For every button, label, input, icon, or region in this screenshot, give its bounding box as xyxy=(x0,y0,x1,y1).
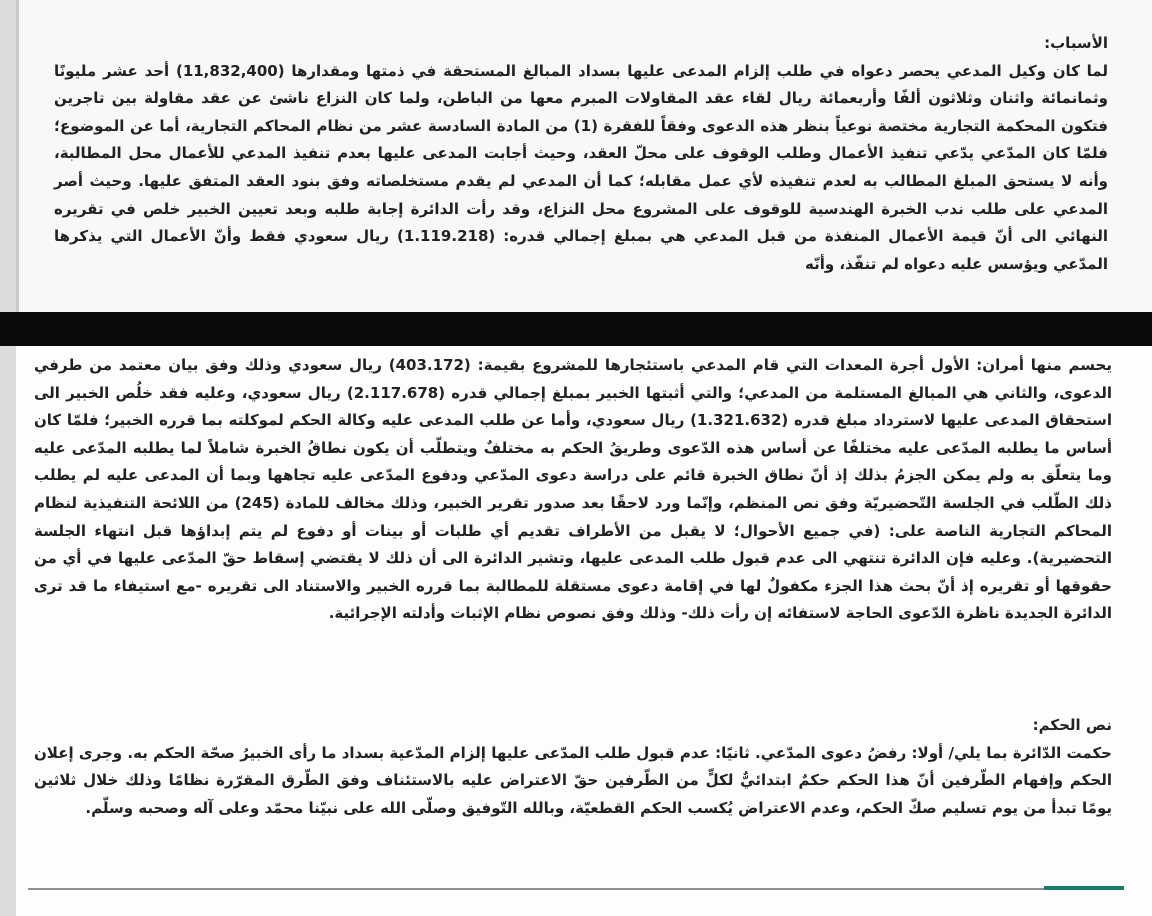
verdict-heading: نص الحكم: xyxy=(1032,716,1112,734)
panel-edge xyxy=(16,0,19,312)
footer-divider xyxy=(28,888,1124,890)
page-gap-band xyxy=(0,312,1152,346)
reasons-heading: الأسباب: xyxy=(1044,34,1108,52)
verdict-section xyxy=(34,712,1112,822)
continuation-section xyxy=(34,352,1112,628)
reasons-paragraph: لما كان وكيل المدعي يحصر دعواه في طلب إلزام المدعى عليها بسداد المبالغ المستحقة في ذمتها ومقدارها (11,832,400) أحد عشر مليونًا وثمانمائة واثنان وثلاثون ألفًا وأربعمائة ريال لقاء عقد المقاولات المبرم معها من الباطن، ولما كان النزاع ناشئ عن عقد مقاولة بين تاجرين فتكون المحكمة التجارية مختصة نوعياً بنظر هذه الدعوى وفقاً للفقرة (1) من المادة السادسة عشر من نظام المحاكم التجارية، أما عن الموضوع؛ فلمّا كان المدّعي يدّعي تنفيذ الأعمال وطلب الوقوف على محلّ العقد، وحيث أجابت المدعى عليها بعدم تنفيذ المدعي للأعمال محل المطالبة، وأنه لا يستحق المبلغ المطالب به لعدم تنفيذه لأي عمل مقابله؛ كما أن المدعي لم يقدم مستخلصاته وفق بنود العقد المتفق عليها. وحيث أصر المدعي على طلب ندب الخبرة الهندسية للوقوف على المشروع محل النزاع، وقد رأت الدائرة إجابة طلبه وبعد تعيين الخبير خلص في تقريره النهائي الى أنّ قيمة الأعمال المنفذة من قبل المدعي هي بمبلغ إجمالي قدره: (1.119.218) ريال سعودي فقط وأنّ الأعمال التي يذكرها المدّعي ويؤسس عليه دعواه لم تنفّذ، وأنّه xyxy=(54,61,1109,273)
reasons-section xyxy=(54,30,1108,278)
verdict-paragraph: حكمت الدّائرة بما يلي/ أولا: رفضُ دعوى المدّعي. ثانيًا: عدم قبول طلب المدّعى عليها إلزام المدّعية بسداد ما رأى الخبيرُ صحّة الحكم به. وجرى إعلان الحكم وإفهام الطّرفين أنّ هذا الحكم حكمٌ ابتدائيٌّ لكلٍّ من الطّرفين حقّ الاعتراض عليه بالاستئناف وفق الطّرق المقرّرة نظامًا وذلك خلال ثلاثين يومًا تبدأ من يوم تسليم صكّ الحكم، وعدم الاعتراض يُكسب الحكم القطعيّة، وبالله التّوفيق وصلّى الله على نبيّنا محمّد وعلى آله وصحبه وسلّم. xyxy=(34,743,1112,817)
continuation-paragraph: يحسم منها أمران: الأول أجرة المعدات التي قام المدعي باستئجارها للمشروع بقيمة: (403.172) ريال سعودي وذلك وفق بيان معتمد من طرفي الدعوى، والثاني هي المبالغ المستلمة من المدعي؛ والتي أثبتها الخبير بمبلغ إجمالي قدره (2.117.678) ريال سعودي، وعليه فقد خلُص الخبير الى استحقاق المدعى عليها لاسترداد مبلغ قدره (1.321.632) ريال سعودي، وأما عن طلب المدعى عليه وكالة الحكم لموكلته بما قرره الخبير؛ فلمّا كان أساس ما يطلبه المدّعى عليه مختلفًا عن أساس هذه الدّعوى وطريقُ الحكم به مختلفٌ ويتطلّب أن يكون نطاقُ الخبرة شاملاً لما يطلبه المدّعى عليه وما يتعلّق به ولم يمكن الجزمُ بذلك إذ أنّ نطاق الخبرة قائم على دراسة دعوى المدّعي ودفوع المدّعى عليه تجاهها وبما أن المدعى عليه لم يطلب ذلك الطّلب في الجلسة التّحضيريّة وفق نص المنظم، وإنّما ورد لاحقًا بعد صدور تقرير الخبير، وذلك مخالف للمادة (245) من اللائحة التنفيذية لنظام المحاكم التجارية الناصة على: (في جميع الأحوال؛ لا يقبل من الأطراف تقديم أي طلبات أو بينات أو دفوع لم يتم إبداؤها قبل انتهاء الجلسة التحضيرية). وعليه فإن الدائرة تنتهي الى عدم قبول طلب المدعى عليها، وتشير الدائرة الى أن ذلك لا يقتضي إسقاط حقّ المدّعى عليها في أي من حقوقها أو تقريره إذ أنّ بحث هذا الجزء مكفولٌ لها في إقامة دعوى مستقلة للمطالبة بما قرره الخبير والاستناد الى تقريره -مع استيفاء ما قد ترى الدائرة الجديدة ناظرة الدّعوى الحاجة لاستفائه إن رأت ذلك- وذلك وفق نصوص نظام الإثبات وأدلته الإجرائية. xyxy=(34,356,1113,623)
footer-accent-bar xyxy=(1044,886,1124,890)
left-edge-strip xyxy=(0,0,16,916)
